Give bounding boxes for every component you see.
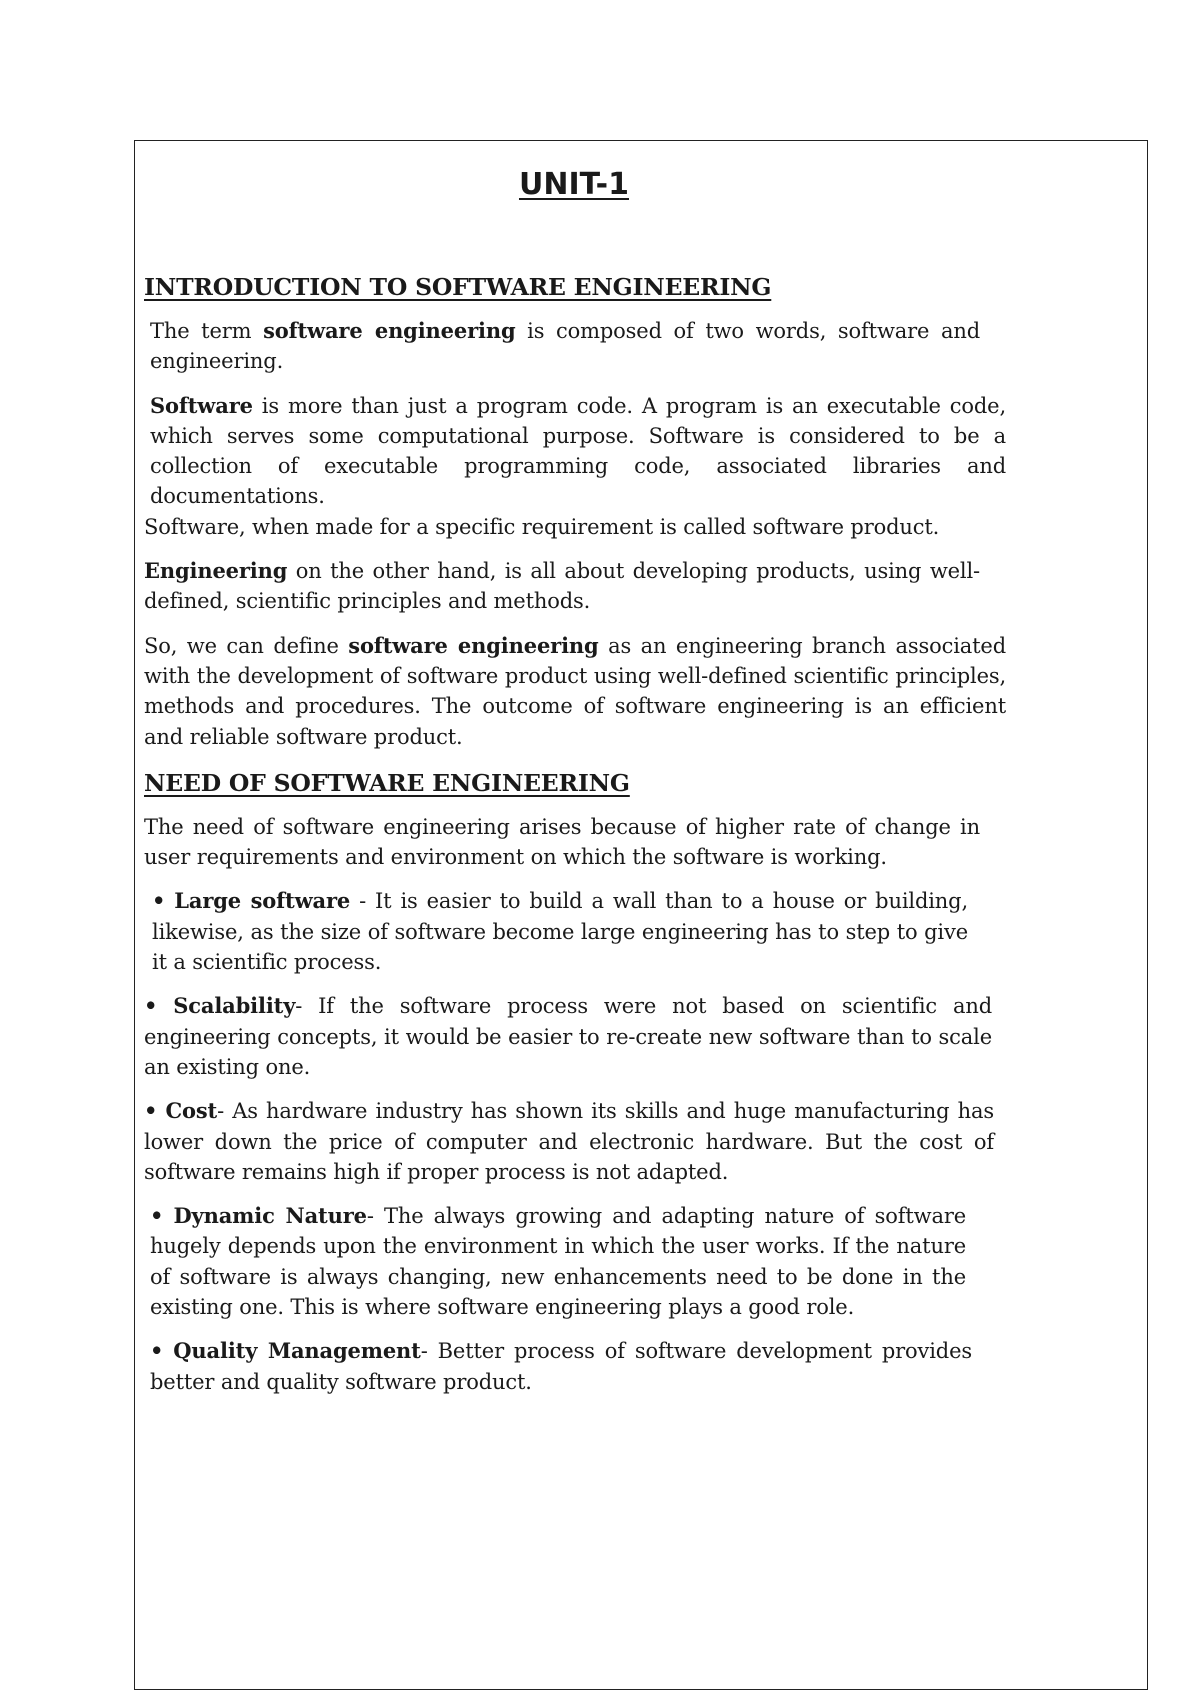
section-heading-need: NEED OF SOFTWARE ENGINEERING xyxy=(144,768,630,797)
bullet-term: Cost xyxy=(165,1098,218,1124)
bullet-text: - If the software process were not based on scientific and engineering concepts, it would be easier to re-create new software than to scale an existing one. xyxy=(144,994,992,1079)
bullet-text: - As hardware industry has shown its skills and huge manufacturing has lower down the price of computer and electronic hardware. But the cost of software remains high if proper process is not adapted. xyxy=(144,1099,994,1184)
bullet-icon: • xyxy=(144,993,158,1019)
bullet-term: Dynamic Nature xyxy=(173,1203,367,1229)
bullet-term: Scalability xyxy=(173,993,296,1019)
paragraph-software-product: Software, when made for a specific requirement is called software product. xyxy=(144,514,940,539)
unit-title: UNIT-1 xyxy=(518,167,629,202)
bold-term: Engineering xyxy=(144,558,288,584)
bold-term: software engineering xyxy=(263,318,516,343)
bullet-text: - Better process of software development provides better and quality software product. xyxy=(150,1339,973,1394)
text: So, we can define xyxy=(144,633,349,658)
bold-term: software engineering xyxy=(348,632,599,658)
text: is composed of two words, software and engineering. xyxy=(150,319,981,374)
section-heading-introduction: INTRODUCTION TO SOFTWARE ENGINEERING xyxy=(144,273,772,301)
paragraph-need-intro: The need of software engineering arises because of higher rate of change in user requirements and environment on which the software is working. xyxy=(144,814,980,870)
bullet-icon: • xyxy=(144,1098,158,1124)
paragraph-engineering-definition xyxy=(144,556,980,617)
bullet-large-software xyxy=(144,886,968,977)
text: The term xyxy=(150,319,264,343)
bullet-icon: • xyxy=(150,1203,164,1229)
document-body xyxy=(144,162,1014,1397)
bullet-term: Large software xyxy=(174,888,351,914)
bullet-text: - It is easier to build a wall than to a house or building, likewise, as the size of software become large engineering has to step to give it a scientific process. xyxy=(152,889,968,975)
bullet-dynamic-nature xyxy=(144,1201,966,1322)
text: on the other hand, is all about developing products, using well- defined, scientific principles and methods. xyxy=(144,559,980,614)
text: is more than just a program code. A program is an executable code, which serves some computational purpose. Software is considered to be a collection of executable programming code, associated libraries and documentations. xyxy=(150,393,1006,509)
bullet-scalability xyxy=(144,991,992,1082)
paragraph-se-definition xyxy=(144,631,1006,752)
text: as an engineering branch associated with the development of software product using well-defined scientific principles, methods and procedures. The outcome of software engineering is an efficient and reliable software product. xyxy=(144,633,1006,749)
bold-term: Software xyxy=(150,392,253,418)
paragraph-software-definition xyxy=(144,391,1006,512)
bullet-text: - The always growing and adapting nature of software hugely depends upon the environment in which the user works. If the nature of software is always changing, new enhancements need to be done in the existing one. This is where software engineering plays a good role. xyxy=(150,1204,967,1320)
bullet-quality-management xyxy=(144,1336,972,1397)
bullet-term: Quality Management xyxy=(173,1338,421,1364)
bullet-cost xyxy=(144,1096,994,1187)
bullet-icon: • xyxy=(150,1338,164,1364)
paragraph-term-definition xyxy=(144,316,980,377)
bullet-icon: • xyxy=(152,888,166,914)
